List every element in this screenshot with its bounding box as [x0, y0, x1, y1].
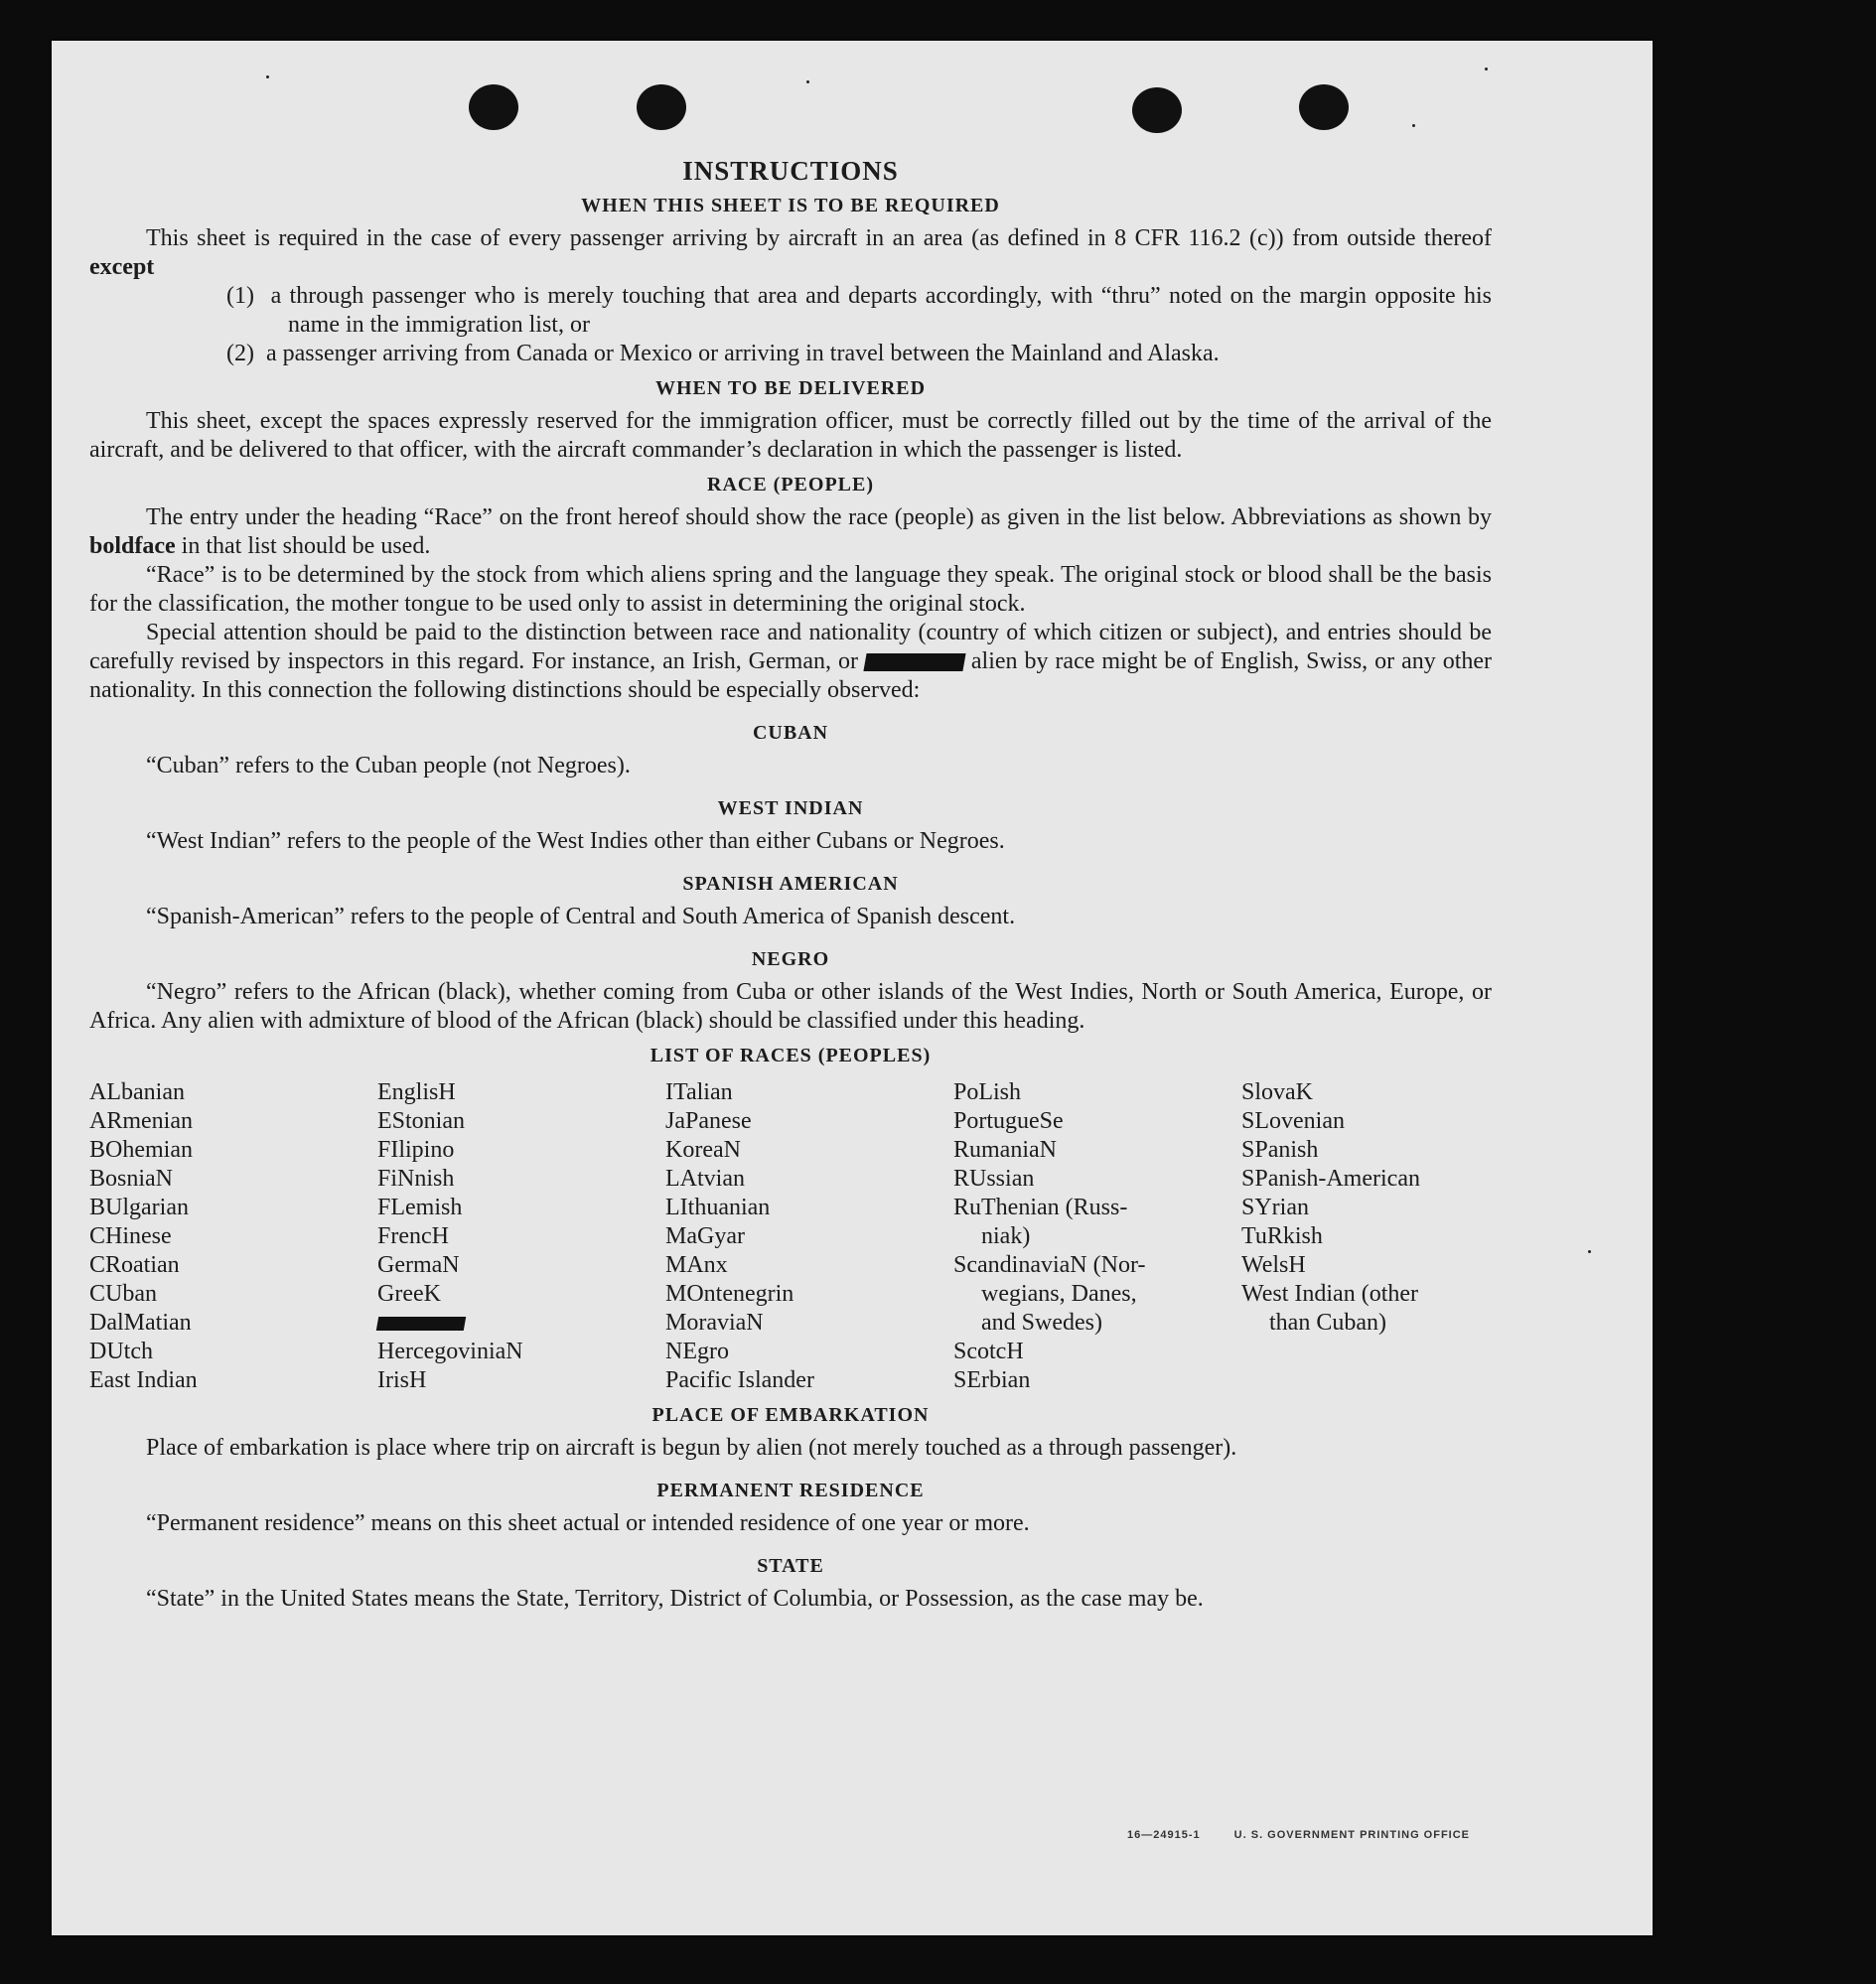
race-list-item: FiNnish: [377, 1166, 455, 1192]
race-list-item: WelsH: [1241, 1252, 1306, 1278]
delivered-paragraph: This sheet, except the spaces expressly reserved for the immigration officer, must be correctly filled out by the time of the arrival of the aircraft, and be delivered to that officer, with the aircraft commander’s declaration in which the passenger is listed.: [89, 408, 1492, 463]
section-heading-embarkation: PLACE OF EMBARKATION: [651, 1404, 930, 1426]
race-list-item: DalMatian: [89, 1310, 192, 1336]
negro-paragraph: “Negro” refers to the African (black), whether coming from Cuba or other islands of the West Indies, North or South America, Europe, or Africa. Any alien with admixture of blood of the African (black) should be classified under this heading.: [89, 979, 1492, 1034]
section-heading-list-of-races: LIST OF RACES (PEOPLES): [649, 1045, 932, 1066]
race-list-item: JaPanese: [665, 1108, 752, 1134]
redaction-mark: [376, 1317, 466, 1331]
race-list-item: MoraviaN: [665, 1310, 764, 1336]
page-title: INSTRUCTIONS: [682, 156, 899, 186]
instructions-content: [89, 117, 1492, 1614]
race-list-item: LIthuanian: [665, 1195, 771, 1220]
race-list-item: SYrian: [1241, 1195, 1309, 1220]
race-list-item: SErbian: [953, 1367, 1031, 1393]
race-list-column-5: [1241, 1078, 1500, 1395]
race-paragraph-2: “Race” is to be determined by the stock from which aliens spring and the language they speak. The original stock or blood shall be the basis for the classification, the mother tongue to be used only to assist in determining the original stock.: [89, 562, 1492, 617]
race-list-column-3: [665, 1078, 953, 1395]
race-list-item: ALbanian: [89, 1079, 185, 1105]
race-list-item: TuRkish: [1241, 1223, 1323, 1249]
race-list-item: CUban: [89, 1281, 157, 1307]
race-list-item: MOntenegrin: [665, 1281, 794, 1307]
race-list: [89, 1078, 1492, 1395]
race-list-item: DUtch: [89, 1339, 153, 1364]
section-heading-required: WHEN THIS SHEET IS TO BE REQUIRED: [581, 195, 1000, 216]
race-list-item: FIlipino: [377, 1137, 455, 1163]
race-list-item: SPanish-American: [1241, 1166, 1420, 1192]
race-list-column-4: [953, 1078, 1241, 1395]
section-heading-residence: PERMANENT RESIDENCE: [656, 1480, 925, 1501]
race-list-item: BosniaN: [89, 1166, 173, 1192]
race-list-item: BUlgarian: [89, 1195, 189, 1220]
required-paragraph: This sheet is required in the case of every passenger arriving by aircraft in an area (as defined in 8 CFR 116.2 (c)) from outside thereof except: [89, 225, 1492, 280]
race-list-column-2: [377, 1078, 665, 1395]
race-list-item: GermaN: [377, 1252, 460, 1278]
race-list-item: ITalian: [665, 1079, 733, 1105]
residence-paragraph: “Permanent residence” means on this sheet actual or intended residence of one year or more.: [146, 1510, 1030, 1536]
race-list-item: RumaniaN: [953, 1137, 1057, 1163]
exception-item-2: (2) a passenger arriving from Canada or Mexico or arriving in travel between the Mainland and Alaska.: [226, 341, 1220, 366]
section-heading-delivered: WHEN TO BE DELIVERED: [654, 377, 927, 399]
paper-speck: [1485, 68, 1488, 71]
cuban-paragraph: “Cuban” refers to the Cuban people (not Negroes).: [146, 753, 631, 779]
race-list-item-continuation: and Swedes): [981, 1310, 1102, 1336]
race-list-item: SPanish: [1241, 1137, 1319, 1163]
form-number: 16—24915-1: [1127, 1829, 1201, 1841]
race-list-item: ScotcH: [953, 1339, 1024, 1364]
paper-speck: [806, 80, 809, 83]
paper-speck: [1588, 1250, 1591, 1253]
spanish-american-paragraph: “Spanish-American” refers to the people of Central and South America of Spanish descent.: [146, 904, 1016, 929]
race-list-item: PortugueSe: [953, 1108, 1064, 1134]
section-heading-west-indian: WEST INDIAN: [717, 797, 864, 819]
race-list-item: CRoatian: [89, 1252, 180, 1278]
race-list-item: EStonian: [377, 1108, 465, 1134]
west-indian-paragraph: “West Indian” refers to the people of the West Indies other than either Cubans or Negroes.: [146, 828, 1005, 854]
redaction-mark: [863, 653, 965, 671]
embarkation-paragraph: Place of embarkation is place where trip on aircraft is begun by alien (not merely touched as a through passenger).: [146, 1435, 1237, 1461]
section-heading-cuban: CUBAN: [752, 722, 829, 744]
state-paragraph: “State” in the United States means the State, Territory, District of Columbia, or Possession, as the case may be.: [146, 1586, 1204, 1612]
race-list-item-continuation: wegians, Danes,: [981, 1281, 1137, 1307]
race-list-item: EnglisH: [377, 1079, 456, 1105]
printer-name: U. S. GOVERNMENT PRINTING OFFICE: [1233, 1829, 1471, 1841]
exception-item-1: (1) a through passenger who is merely touching that area and departs accordingly, with “thru” noted on the margin opposite his name in the immigration list, or: [226, 283, 1492, 338]
race-list-item: IrisH: [377, 1367, 427, 1393]
printer-footer: [1127, 1829, 1500, 1841]
race-list-column-1: [89, 1078, 377, 1395]
race-list-item: FrencH: [377, 1223, 449, 1249]
race-list-item: MAnx: [665, 1252, 728, 1278]
race-list-item: East Indian: [89, 1367, 198, 1393]
race-list-item: NEgro: [665, 1339, 729, 1364]
race-list-item: HercegoviniaN: [377, 1339, 523, 1364]
race-list-item: ARmenian: [89, 1108, 193, 1134]
section-heading-state: STATE: [757, 1555, 824, 1577]
race-list-item: RUssian: [953, 1166, 1035, 1192]
race-list-item-continuation: niak): [981, 1223, 1031, 1249]
race-list-item: SlovaK: [1241, 1079, 1313, 1105]
race-list-item-continuation: than Cuban): [1269, 1310, 1386, 1336]
race-list-item: LAtvian: [665, 1166, 745, 1192]
race-list-item: PoLish: [953, 1079, 1022, 1105]
paper-speck: [266, 75, 269, 78]
race-list-item: MaGyar: [665, 1223, 745, 1249]
race-list-item: GreeK: [377, 1281, 441, 1307]
race-list-item: KoreaN: [665, 1137, 741, 1163]
race-list-item-redacted: [377, 1309, 665, 1338]
race-paragraph-1: The entry under the heading “Race” on the front hereof should show the race (people) as given in the list below. Abbreviations as shown by boldface in that list should be used.: [89, 504, 1492, 559]
section-heading-race: RACE (PEOPLE): [707, 474, 874, 496]
section-heading-spanish-american: SPANISH AMERICAN: [682, 873, 899, 895]
race-paragraph-3: Special attention should be paid to the distinction between race and nationality (country of which citizen or subject), and entries should be carefully revised by inspectors in this regard. For instance, an Irish, German, or alien by race might be of English, Swiss, or any other nationality. In this connection the following distinctions should be especially observed:: [89, 620, 1493, 703]
section-heading-negro: NEGRO: [751, 948, 830, 970]
race-list-item: SLovenian: [1241, 1108, 1345, 1134]
race-list-item: ScandinaviaN (Nor-: [953, 1252, 1146, 1278]
race-list-item: CHinese: [89, 1223, 172, 1249]
race-list-item: BOhemian: [89, 1137, 193, 1163]
race-list-item: Pacific Islander: [665, 1367, 814, 1393]
race-list-item: FLemish: [377, 1195, 463, 1220]
race-list-item: West Indian (other: [1241, 1281, 1419, 1307]
race-list-item: RuThenian (Russ-: [953, 1195, 1128, 1220]
